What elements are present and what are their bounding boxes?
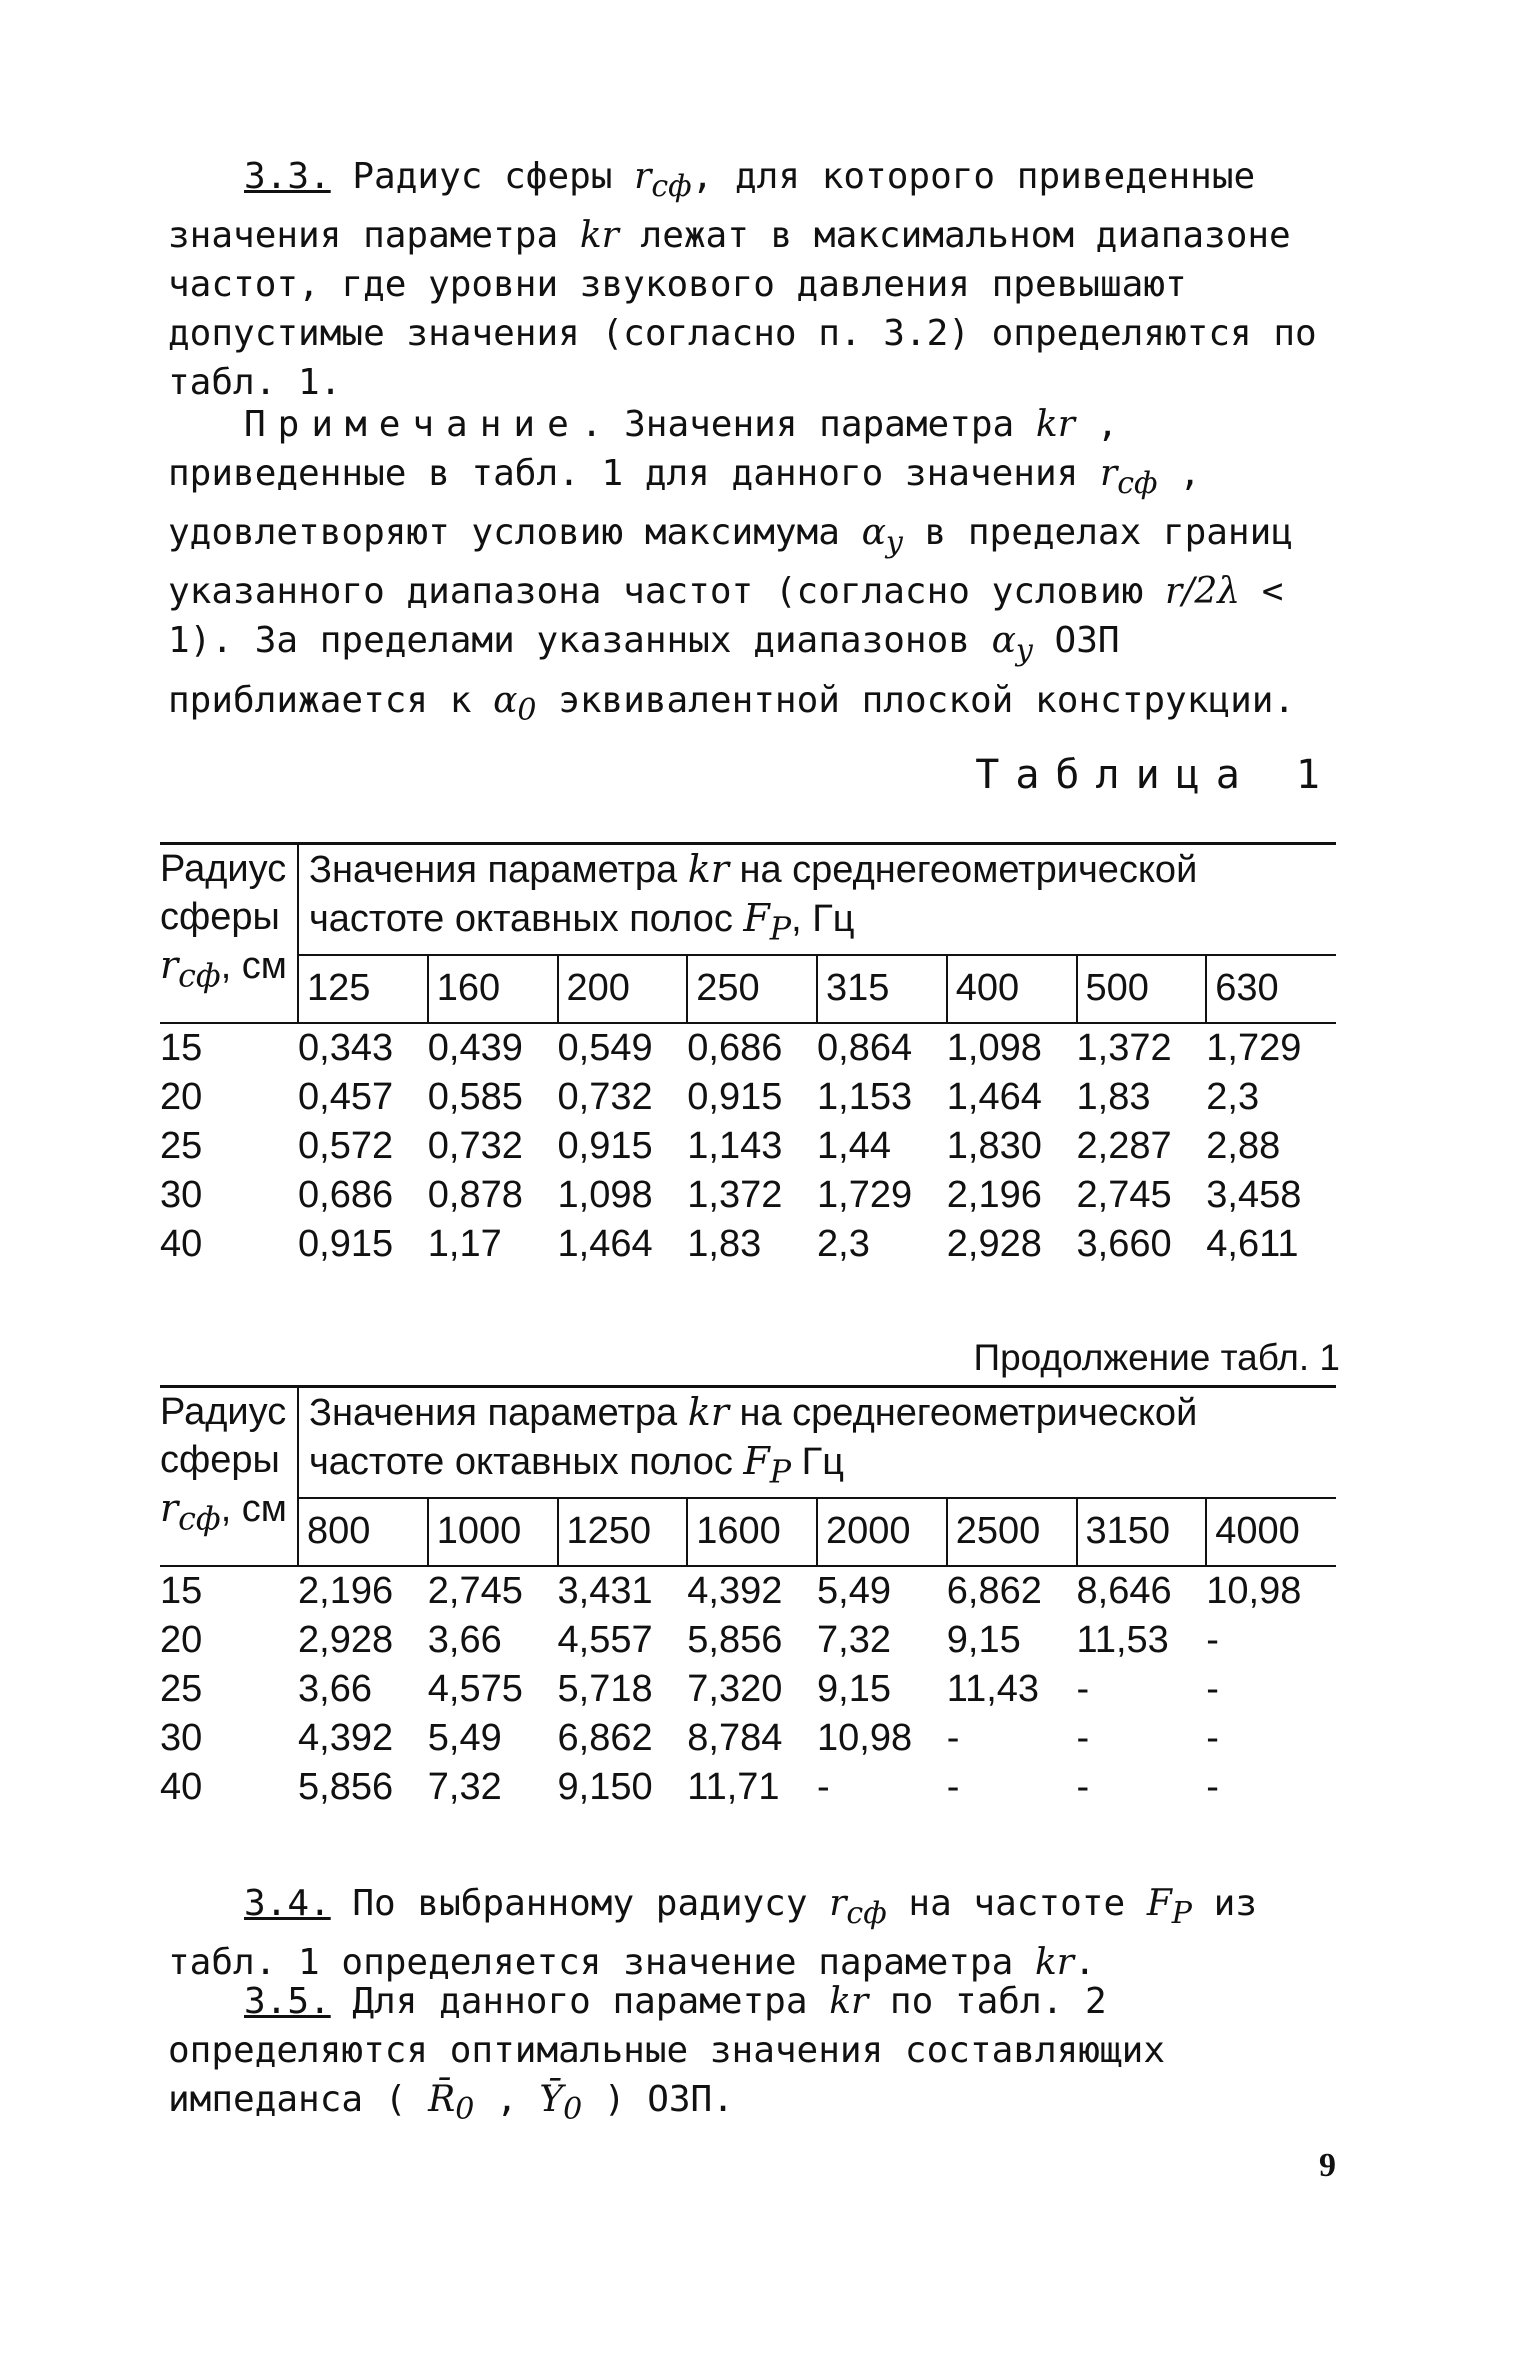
kr-value-cell: 1,464 <box>557 1222 653 1265</box>
kr-value-cell: 5,718 <box>557 1667 653 1710</box>
radius-cell: 15 <box>160 1569 203 1612</box>
symbol-r-sf: $r_{сф}$ <box>634 156 692 205</box>
radius-cell: 25 <box>160 1124 203 1167</box>
table-row <box>160 1220 1336 1269</box>
frequency-header-row <box>160 1498 1336 1566</box>
table-row <box>160 1566 1336 1616</box>
kr-value-cell: 0,732 <box>427 1124 523 1167</box>
frequency-header-cell: 250 <box>687 955 817 1023</box>
kr-value-cell: 0,915 <box>298 1222 394 1265</box>
kr-value-cell: 2,196 <box>298 1569 394 1612</box>
kr-value-cell: 3,660 <box>1076 1222 1172 1265</box>
frequency-header-cell: 4000 <box>1206 1498 1336 1566</box>
kr-value-cell: 0,878 <box>427 1173 523 1216</box>
kr-value-cell: - <box>1206 1618 1219 1661</box>
kr-values-header: Значения параметра kr на среднегеометрической частоте октавных полос $F_P$, Гц <box>298 844 1336 955</box>
frequency-header-cell: 1250 <box>558 1498 688 1566</box>
frequency-header-cell: 400 <box>947 955 1077 1023</box>
frequency-header-cell: 1600 <box>687 1498 817 1566</box>
paragraph-3-5: 3.5. Для данного параметра kr по табл. 2 определяются оптимальные значения составляющих импеданса ( $R̄_0$ , $Ȳ_0$ ) ОЗП. <box>168 1981 1165 2128</box>
radius-cell: 15 <box>160 1026 203 1069</box>
table-row <box>160 1171 1336 1220</box>
note-label: Примечание <box>244 404 581 445</box>
symbol-y0: $Ȳ_0$ <box>539 2079 583 2128</box>
table-row <box>160 1714 1336 1763</box>
radius-cell: 25 <box>160 1667 203 1710</box>
kr-value-cell: 0,686 <box>298 1173 394 1216</box>
kr-value-cell: 0,915 <box>687 1075 783 1118</box>
frequency-header-cell: 315 <box>817 955 947 1023</box>
kr-value-cell: - <box>1076 1716 1090 1759</box>
symbol-alpha-y: $\alpha_y$ <box>861 512 903 561</box>
page-number: 9 <box>1319 2147 1336 2184</box>
kr-value-cell: 0,915 <box>557 1124 653 1167</box>
table-row <box>160 1763 1336 1812</box>
kr-value-cell: 0,686 <box>687 1026 783 1069</box>
frequency-header-cell: 800 <box>298 1498 428 1566</box>
table-row <box>160 1665 1336 1714</box>
kr-value-cell: 2,745 <box>427 1569 523 1612</box>
table-1 <box>160 842 1336 1269</box>
kr-value-cell: 8,784 <box>687 1716 783 1759</box>
kr-value-cell: 0,585 <box>427 1075 523 1118</box>
kr-value-cell: 1,17 <box>427 1222 502 1265</box>
symbol-fp: $F_P$ <box>1146 1883 1192 1932</box>
kr-value-cell: 1,729 <box>1206 1026 1302 1069</box>
section-number: 3.5. <box>244 1981 331 2022</box>
frequency-header-cell: 2500 <box>947 1498 1077 1566</box>
table-row <box>160 1122 1336 1171</box>
kr-value-cell: 10,98 <box>817 1716 913 1759</box>
table-row <box>160 1616 1336 1665</box>
radius-column-header: Радиус сферы $r_{сф}$, см <box>160 844 298 1023</box>
kr-value-cell: 5,49 <box>817 1569 891 1612</box>
kr-value-cell: - <box>1206 1667 1219 1710</box>
radius-column-header: Радиус сферы $r_{сф}$, см <box>160 1387 298 1566</box>
frequency-header-cell: 1000 <box>428 1498 558 1566</box>
frequency-header-cell: 630 <box>1206 955 1336 1023</box>
kr-value-cell: 2,88 <box>1206 1124 1281 1167</box>
kr-value-cell: 3,66 <box>427 1618 502 1661</box>
kr-value-cell: - <box>946 1765 960 1808</box>
symbol-r-2lambda: r/2λ <box>1165 571 1241 613</box>
kr-value-cell: - <box>1206 1716 1219 1759</box>
table-1-continuation-body <box>160 1566 1336 1812</box>
radius-cell: 30 <box>160 1173 203 1216</box>
frequency-header-cell: 200 <box>558 955 688 1023</box>
kr-value-cell: 2,745 <box>1076 1173 1172 1216</box>
kr-value-cell: 0,572 <box>298 1124 394 1167</box>
table-1-continuation <box>160 1385 1336 1812</box>
kr-value-cell: 3,66 <box>298 1667 372 1710</box>
note-paragraph: Примечание. Значения параметра kr , приведенные в табл. 1 для данного значения $r_{сф}$ , удовлетворяют условию максимума $\alpha_y$ в пределах границ указанного диапазона частот (согласно условию r/2λ < 1). За пределами указанных диапазонов $\alpha_y$ ОЗП приближается к $\alpha_0$ эквивалентной плоской конструкции. <box>168 404 1296 728</box>
kr-value-cell: 2,928 <box>946 1222 1042 1265</box>
kr-value-cell: 1,83 <box>687 1222 762 1265</box>
table-1-caption: Таблица 1 <box>975 752 1336 798</box>
symbol-r-sf: $r_{сф}$ <box>829 1883 887 1932</box>
symbol-r0: $R̄_0$ <box>428 2079 475 2128</box>
kr-value-cell: 2,287 <box>1076 1124 1172 1167</box>
kr-value-cell: 1,44 <box>817 1124 891 1167</box>
table-row <box>160 1073 1336 1122</box>
kr-value-cell: 4,557 <box>557 1618 653 1661</box>
kr-value-cell: 11,53 <box>1076 1618 1169 1661</box>
symbol-kr: kr <box>1035 404 1075 445</box>
kr-value-cell: 4,392 <box>298 1716 394 1759</box>
symbol-alpha-y: $\alpha_y$ <box>991 620 1033 669</box>
kr-value-cell: 1,372 <box>687 1173 783 1216</box>
kr-value-cell: 11,71 <box>687 1765 780 1808</box>
kr-value-cell: 4,611 <box>1206 1222 1299 1265</box>
kr-value-cell: 6,862 <box>557 1716 653 1759</box>
kr-value-cell: 0,457 <box>298 1075 394 1118</box>
kr-value-cell: 2,3 <box>1206 1075 1260 1118</box>
radius-cell: 40 <box>160 1765 203 1808</box>
kr-value-cell: 3,431 <box>557 1569 653 1612</box>
symbol-kr: kr <box>1034 1942 1074 1984</box>
symbol-r-sf: $r_{сф}$ <box>1099 453 1158 502</box>
kr-value-cell: 1,143 <box>687 1124 783 1167</box>
kr-value-cell: 7,32 <box>817 1618 891 1661</box>
frequency-header-cell: 160 <box>428 955 558 1023</box>
kr-value-cell: - <box>1206 1765 1219 1808</box>
kr-value-cell: 4,392 <box>687 1569 783 1612</box>
kr-value-cell: 2,928 <box>298 1618 394 1661</box>
kr-value-cell: 1,729 <box>817 1173 913 1216</box>
kr-value-cell: 1,098 <box>946 1026 1042 1069</box>
kr-value-cell: 1,464 <box>946 1075 1042 1118</box>
kr-value-cell: 0,549 <box>557 1026 653 1069</box>
kr-value-cell: 7,320 <box>687 1667 783 1710</box>
radius-cell: 20 <box>160 1618 203 1661</box>
kr-value-cell: 3,458 <box>1206 1173 1302 1216</box>
kr-value-cell: 4,575 <box>427 1667 523 1710</box>
kr-value-cell: 0,864 <box>817 1026 913 1069</box>
kr-value-cell: 0,732 <box>557 1075 653 1118</box>
kr-value-cell: 5,49 <box>427 1716 502 1759</box>
kr-value-cell: 9,150 <box>557 1765 653 1808</box>
symbol-kr: kr <box>829 1981 869 2022</box>
kr-value-cell: 9,15 <box>946 1618 1021 1661</box>
table-row <box>160 1023 1336 1073</box>
kr-value-cell: 2,3 <box>817 1222 870 1265</box>
radius-cell: 30 <box>160 1716 203 1759</box>
frequency-header-cell: 125 <box>298 955 428 1023</box>
frequency-header-cell: 3150 <box>1077 1498 1207 1566</box>
frequency-header-cell: 2000 <box>817 1498 947 1566</box>
kr-value-cell: 1,153 <box>817 1075 913 1118</box>
kr-value-cell: 11,43 <box>946 1667 1040 1710</box>
kr-value-cell: 0,343 <box>298 1026 394 1069</box>
kr-value-cell: - <box>946 1716 960 1759</box>
kr-value-cell: - <box>1076 1765 1090 1808</box>
kr-value-cell: 1,372 <box>1076 1026 1172 1069</box>
kr-value-cell: 6,862 <box>946 1569 1042 1612</box>
symbol-kr: kr <box>579 215 619 257</box>
kr-value-cell: 2,196 <box>946 1173 1042 1216</box>
radius-cell: 20 <box>160 1075 203 1118</box>
kr-value-cell: 9,15 <box>817 1667 891 1710</box>
kr-value-cell: 0,439 <box>427 1026 523 1069</box>
symbol-alpha-0: $\alpha_0$ <box>493 679 537 728</box>
kr-value-cell: 1,098 <box>557 1173 653 1216</box>
section-number: 3.3. <box>244 156 331 197</box>
kr-value-cell: 1,83 <box>1076 1075 1151 1118</box>
kr-value-cell: 5,856 <box>298 1765 394 1808</box>
kr-value-cell: 5,856 <box>687 1618 783 1661</box>
paragraph-3-4: 3.4. По выбранному радиусу $r_{сф}$ на частоте $F_P$ из табл. 1 определяется значение параметра kr. <box>168 1883 1258 1984</box>
kr-value-cell: 1,830 <box>946 1124 1042 1167</box>
table-1-body <box>160 1023 1336 1269</box>
kr-value-cell: 10,98 <box>1206 1569 1302 1612</box>
kr-value-cell: 7,32 <box>427 1765 502 1808</box>
section-number: 3.4. <box>244 1883 331 1924</box>
kr-value-cell: - <box>817 1765 830 1808</box>
frequency-header-row <box>160 955 1336 1023</box>
kr-value-cell: 8,646 <box>1076 1569 1172 1612</box>
kr-values-header: Значения параметра kr на среднегеометрической частоте октавных полос $F_P$ Гц <box>298 1387 1336 1498</box>
frequency-header-cell: 500 <box>1077 955 1207 1023</box>
paragraph-3-3: 3.3. Радиус сферы $r_{сф}$, для которого приведенные значения параметра kr лежат в максимальном диапазоне частот, где уровни звукового давления превышают допустимые значения (согласно п. 3.2) определяются по табл. 1. <box>168 156 1317 404</box>
radius-cell: 40 <box>160 1222 203 1265</box>
kr-value-cell: - <box>1076 1667 1090 1710</box>
table-1-continuation-caption: Продолжение табл. 1 <box>973 1337 1340 1378</box>
